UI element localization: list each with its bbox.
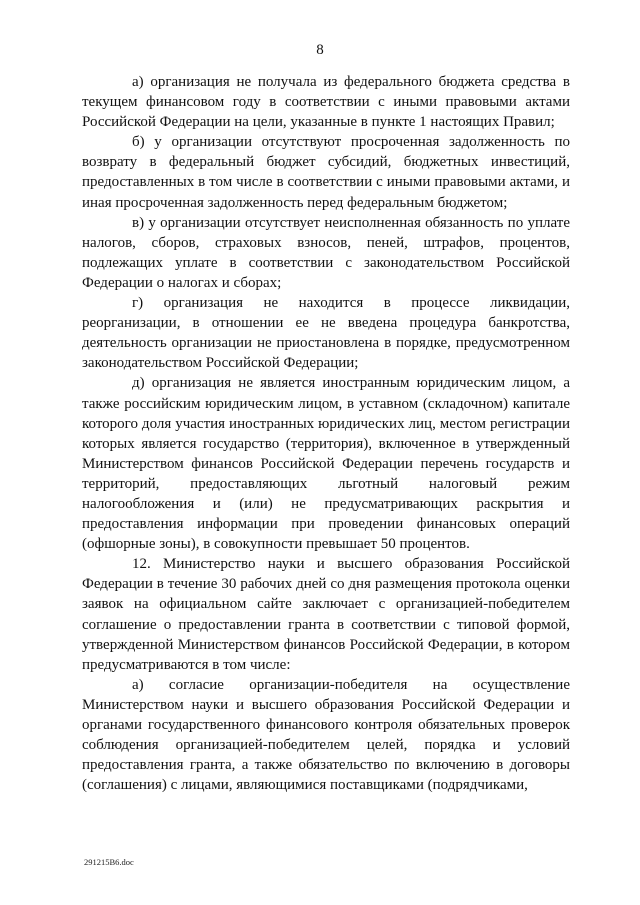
document-body: [82, 72, 570, 795]
page-number: 8: [316, 42, 324, 58]
document-file-code: 291215B6.doc: [84, 857, 134, 867]
paragraph-v-tax-obligations: в) у организации отсутствует неисполненная обязанность по уплате налогов, сборов, страховых взносов, пеней, штрафов, процентов, подлежащих уплате в соответствии с законодательством Российской Федерации о налогах и сборах;: [82, 214, 570, 291]
paragraph-12-agreement: 12. Министерство науки и высшего образования Российской Федерации в течение 30 рабочих дней со дня размещения протокола оценки заявок на официальном сайте заключает с организацией-победителем соглашение о предоставлении гранта в соответствии с типовой формой, утвержденной Министерством финансов Российской Федерации, в котором предусматриваются в том числе:: [82, 556, 570, 673]
paragraph-g-liquidation: г) организация не находится в процессе ликвидации, реорганизации, в отношении ее не введена процедура банкротства, деятельность организации не приостановлена в порядке, предусмотренном законодательством Российской Федерации;: [82, 295, 570, 372]
paragraph-a-grant-funds: а) организация не получала из федерального бюджета средства в текущем финансовом году в соответствии с иными правовыми актами Российской Федерации на цели, указанные в пункте 1 настоящих Правил;: [82, 74, 570, 131]
paragraph-d-foreign-entity: д) организация не является иностранным юридическим лицом, а также российским юридическим лицом, в уставном (складочном) капитале которого доля участия иностранных юридических лиц, местом регистрации которых является государство (территория), включенное в утвержденный Министерством финансов Российской Федерации перечень государств и территорий, предоставляющих льготный налоговый режим налогообложения и (или) не предусматривающих раскрытия и предоставления информации при проведении финансовых операций (офшорные зоны), в совокупности превышает 50 процентов.: [82, 375, 570, 553]
paragraph-a-consent: а) согласие организации-победителя на осуществление Министерством науки и высшего образования Российской Федерации и органами государственного финансового контроля обязательных проверок соблюдения организацией-победителем целей, порядка и условий предоставления гранта, а также обязательство по включению в договоры (соглашения) с лицами, являющимися поставщиками (подрядчиками,: [82, 676, 570, 794]
paragraph-b-overdue-debt: б) у организации отсутствуют просроченная задолженность по возврату в федеральный бюджет субсидий, бюджетных инвестиций, предоставленных в том числе в соответствии с иными правовыми актами, и иная просроченная задолженность перед федеральным бюджетом;: [82, 134, 570, 211]
